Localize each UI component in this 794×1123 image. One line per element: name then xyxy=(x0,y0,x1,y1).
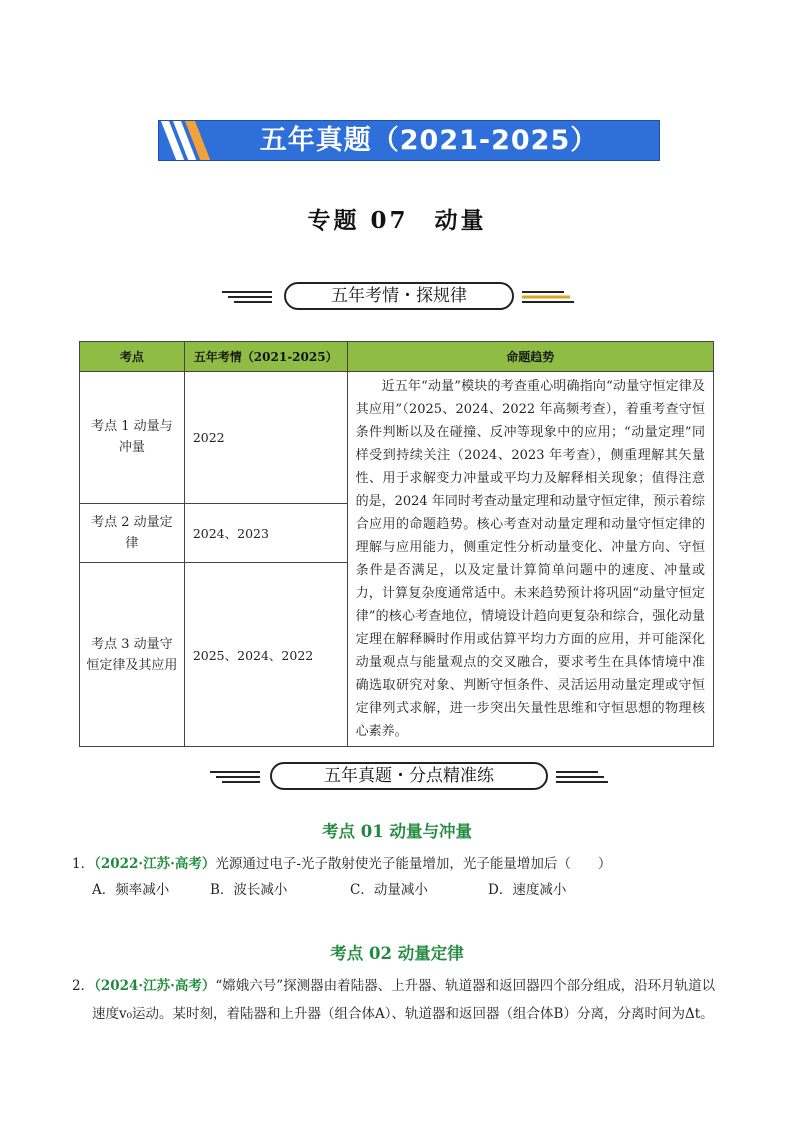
row-point: 考点 2 动量定律 xyxy=(80,503,185,562)
left-lines-icon xyxy=(222,285,274,307)
kaodian-2-title: 考点 02 动量定律 xyxy=(330,944,464,963)
banner-title: 五年真题（2021-2025） xyxy=(259,125,599,156)
row-point: 考点 3 动量守恒定律及其应用 xyxy=(80,563,185,747)
section-title-2: 五年真题・分点精准练 xyxy=(270,762,548,790)
question-number: 1． xyxy=(72,856,95,872)
option-a: A．频率减小 xyxy=(92,882,170,898)
question-source: （2022·江苏·高考） xyxy=(94,856,216,872)
table-row xyxy=(80,372,714,504)
question-2 xyxy=(72,972,742,1028)
right-lines-icon xyxy=(556,765,610,787)
question-text-line2: 速度v₀运动。某时刻，着陆器和上升器（组合体A）、轨道器和返回器（组合体B）分离，分离时间为Δt。 xyxy=(92,1006,714,1022)
title-banner xyxy=(158,120,660,161)
option-d: D．速度减小 xyxy=(488,882,567,898)
header-years: 五年考情（2021-2025） xyxy=(184,342,347,372)
question-number: 2． xyxy=(72,978,95,994)
header-trend: 命题趋势 xyxy=(347,342,713,372)
subject-title: 专题 07 动量 xyxy=(307,207,487,234)
question-text-line1: “嫦娥六号”探测器由着陆器、上升器、轨道器和返回器四个部分组成，沿环月轨道以 xyxy=(215,978,716,994)
trend-description: 近五年“动量”模块的考查重心明确指向“动量守恒定律及其应用”（2025、2024、2022 年高频考查），着重考查守恒条件判断以及在碰撞、反冲等现象中的应用；“动量定理”同样受到持续关注（2024、2023 年考查），侧重理解其矢量性、用于求解变力冲量或平均力及解释相关现象；值得注意的是，2024 年同时考查动量定理和动量守恒定律，预示着综合应用的命题趋势。核心考查对动量定理和动量守恒定律的理解与应用能力，侧重定性分析动量变化、冲量方向、守恒条件是否满足，以及定量计算简单问题中的速度、冲量或力，计算复杂度通常适中。未来趋势预计将巩固“动量守恒定律”的核心考查地位，情境设计趋向更复杂和综合，强化动量定理在解释瞬时作用或估算平均力方面的应用，并可能深化动量观点与能量观点的交叉融合，要求考生在具体情境中准确选取研究对象、判断守恒条件、灵活运用动量定理或守恒定律列式求解，进一步突出矢量性思维和守恒思想的物理核心素养。 xyxy=(347,372,713,747)
row-years: 2022 xyxy=(184,372,347,504)
question-1-options xyxy=(92,878,566,898)
section-header-1 xyxy=(0,282,794,312)
row-years: 2024、2023 xyxy=(184,503,347,562)
header-point: 考点 xyxy=(80,342,185,372)
left-lines-icon xyxy=(210,765,262,787)
row-point: 考点 1 动量与冲量 xyxy=(80,372,185,504)
trend-table xyxy=(79,341,714,747)
row-years: 2025、2024、2022 xyxy=(184,563,347,747)
section-title-1: 五年考情・探规律 xyxy=(284,282,514,310)
right-lines-icon xyxy=(522,285,576,307)
table-header-row xyxy=(80,342,714,372)
kaodian-1-title: 考点 01 动量与冲量 xyxy=(322,822,472,841)
question-text: 光源通过电子-光子散射使光子能量增加，光子能量增加后（ ） xyxy=(215,856,612,872)
option-b: B．波长减小 xyxy=(210,882,288,898)
question-1 xyxy=(72,850,742,878)
section-header-2 xyxy=(0,762,794,792)
option-c: C．动量减小 xyxy=(350,882,428,898)
question-source: （2024·江苏·高考） xyxy=(94,978,216,994)
